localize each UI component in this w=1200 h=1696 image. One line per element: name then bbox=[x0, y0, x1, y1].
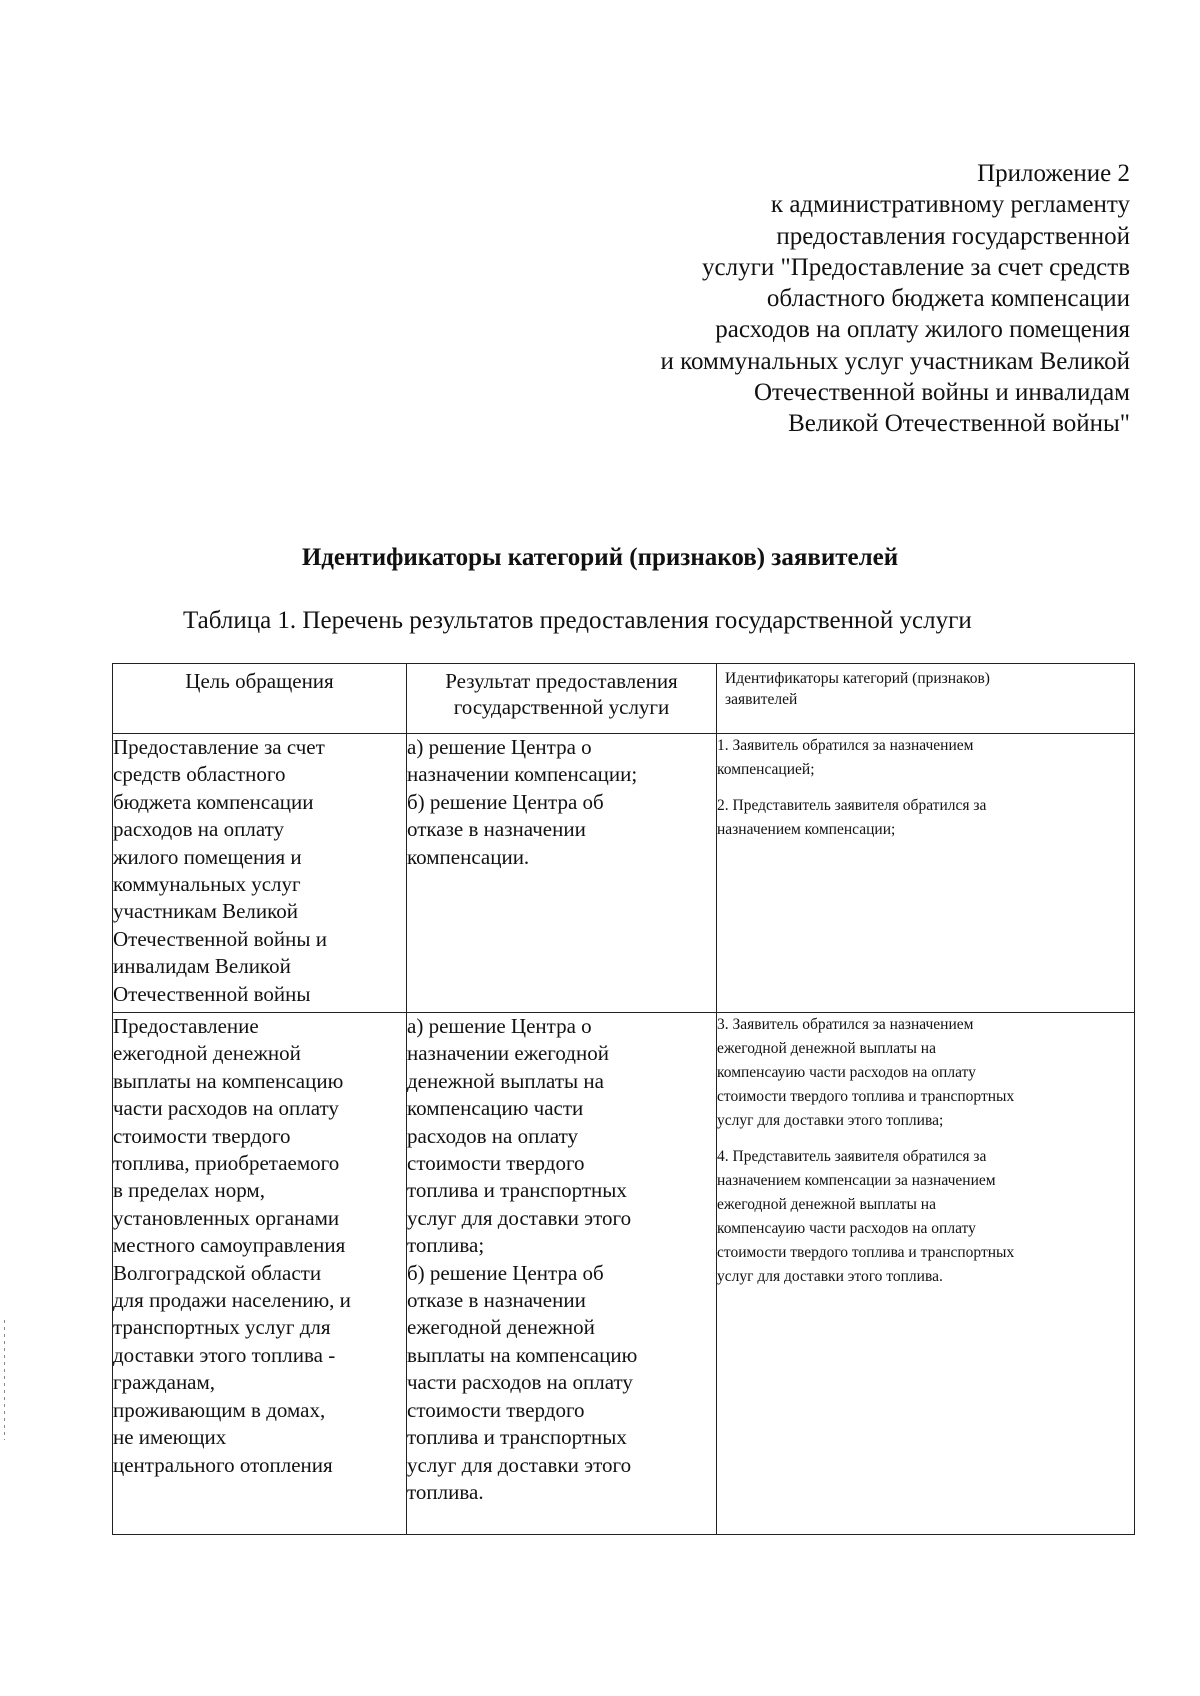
cell-line: стоимости твердого топлива и транспортных bbox=[717, 1244, 1015, 1261]
cell-line: участникам Великой bbox=[113, 899, 299, 924]
cell-line: 3. Заявитель обратился за назначением bbox=[717, 1016, 974, 1033]
appendix-line: к административному регламенту bbox=[770, 191, 1130, 219]
cell-line: Предоставление bbox=[113, 1014, 259, 1038]
cell-line: 1. Заявитель обратился за назначением bbox=[717, 737, 974, 754]
cell-line: местного самоуправления bbox=[113, 1233, 346, 1258]
identifier-item bbox=[717, 794, 1134, 842]
cell-line: части расходов на оплату bbox=[113, 1096, 339, 1121]
cell-line: не имеющих bbox=[113, 1425, 227, 1450]
table-caption: Таблица 1. Перечень результатов предоставления государственной услуги bbox=[183, 607, 972, 634]
table-row bbox=[113, 1013, 1135, 1535]
cell-line: расходов на оплату bbox=[407, 1123, 579, 1148]
result-cell bbox=[407, 1013, 717, 1535]
cell-line: выплаты на компенсацию bbox=[407, 1342, 638, 1367]
cell-line: гражданам, bbox=[113, 1370, 216, 1395]
purpose-cell bbox=[113, 1013, 407, 1535]
cell-line: для продажи населению, и bbox=[113, 1288, 351, 1313]
cell-line: топлива и транспортных bbox=[407, 1425, 627, 1450]
cell-line: отказе в назначении bbox=[407, 817, 586, 842]
header-purpose bbox=[113, 664, 407, 734]
header-text: Идентификаторы категорий (признаков) bbox=[725, 670, 990, 687]
cell-line: коммунальных услуг bbox=[113, 872, 301, 897]
header-text: Результат предоставления bbox=[445, 669, 678, 693]
header-text: государственной услуги bbox=[453, 695, 670, 719]
appendix-line: Великой Отечественной войны" bbox=[788, 410, 1130, 438]
cell-line: установленных органами bbox=[113, 1205, 340, 1230]
cell-line: стоимости твердого bbox=[113, 1123, 291, 1148]
header-text: заявителей bbox=[725, 691, 798, 708]
cell-line: транспортных услуг для bbox=[113, 1315, 331, 1340]
appendix-header bbox=[510, 158, 1130, 440]
cell-line: стоимости твердого топлива и транспортных bbox=[717, 1088, 1015, 1105]
cell-line: доставки этого топлива - bbox=[113, 1342, 336, 1367]
cell-line: компенсацию части bbox=[407, 1096, 584, 1121]
identifier-item bbox=[717, 734, 1134, 782]
margin-mark bbox=[4, 1320, 5, 1440]
cell-line: инвалидам Великой bbox=[113, 954, 291, 979]
cell-line: в пределах норм, bbox=[113, 1178, 265, 1203]
cell-line: услуг для доставки этого bbox=[407, 1452, 632, 1477]
cell-line: Предоставление за счет bbox=[113, 735, 325, 759]
appendix-line: Отечественной войны и инвалидам bbox=[753, 379, 1130, 407]
cell-line: услуг для доставки этого bbox=[407, 1205, 632, 1230]
header-text: Цель обращения bbox=[185, 669, 334, 693]
cell-line: центрального отопления bbox=[113, 1452, 333, 1477]
cell-line: топлива; bbox=[407, 1233, 485, 1258]
document-title: Идентификаторы категорий (признаков) заявителей bbox=[301, 544, 899, 571]
cell-line: средств областного bbox=[113, 762, 286, 787]
cell-line: топлива, приобретаемого bbox=[113, 1151, 340, 1176]
header-identifiers bbox=[717, 664, 1135, 734]
cell-line: назначении ежегодной bbox=[407, 1041, 609, 1066]
table-header-row bbox=[113, 664, 1135, 734]
cell-line: а) решение Центра о bbox=[407, 735, 592, 759]
appendix-line: услуги "Предоставление за счет средств bbox=[702, 253, 1130, 281]
cell-line: проживающим в домах, bbox=[113, 1397, 326, 1422]
cell-line: 2. Представитель заявителя обратился за bbox=[717, 797, 987, 814]
cell-line: топлива и транспортных bbox=[407, 1178, 627, 1203]
cell-line: ежегодной денежной bbox=[407, 1315, 595, 1340]
cell-line: назначением компенсации; bbox=[717, 821, 896, 838]
cell-line: Отечественной войны и bbox=[113, 926, 327, 951]
appendix-line: Приложение 2 bbox=[977, 160, 1130, 187]
cell-line: ежегодной денежной bbox=[113, 1041, 301, 1066]
cell-line: компенсации. bbox=[407, 844, 530, 869]
cell-line: расходов на оплату bbox=[113, 817, 285, 842]
identifiers-cell bbox=[717, 1013, 1135, 1535]
cell-line: а) решение Центра о bbox=[407, 1014, 592, 1038]
appendix-line: предоставления государственной bbox=[776, 222, 1130, 250]
cell-line: Волгоградской области bbox=[113, 1260, 322, 1285]
table-row bbox=[113, 734, 1135, 1013]
cell-line: части расходов на оплату bbox=[407, 1370, 633, 1395]
cell-line: компенсауию части расходов на оплату bbox=[717, 1220, 976, 1237]
appendix-line: расходов на оплату жилого помещения bbox=[715, 316, 1130, 344]
cell-line: 4. Представитель заявителя обратился за bbox=[717, 1148, 987, 1165]
cell-line: ежегодной денежной выплаты на bbox=[717, 1196, 936, 1213]
cell-line: назначением компенсации за назначением bbox=[717, 1172, 996, 1189]
cell-line: жилого помещения и bbox=[113, 844, 302, 869]
cell-line: стоимости твердого bbox=[407, 1151, 585, 1176]
purpose-cell bbox=[113, 734, 407, 1013]
cell-line: стоимости твердого bbox=[407, 1397, 585, 1422]
cell-line: назначении компенсации; bbox=[407, 762, 638, 787]
cell-line: компенсацией; bbox=[717, 761, 815, 778]
cell-line: компенсауию части расходов на оплату bbox=[717, 1064, 976, 1081]
cell-line: услуг для доставки этого топлива; bbox=[717, 1112, 944, 1129]
cell-line: выплаты на компенсацию bbox=[113, 1068, 344, 1093]
appendix-line: и коммунальных услуг участникам Великой bbox=[660, 347, 1130, 375]
appendix-line: областного бюджета компенсации bbox=[766, 285, 1130, 313]
results-table bbox=[112, 663, 1135, 1535]
cell-line: ежегодной денежной выплаты на bbox=[717, 1040, 936, 1057]
identifier-item bbox=[717, 1145, 1134, 1289]
identifier-item bbox=[717, 1013, 1134, 1133]
header-result bbox=[407, 664, 717, 734]
cell-line: топлива. bbox=[407, 1479, 484, 1504]
cell-line: услуг для доставки этого топлива. bbox=[717, 1268, 943, 1285]
cell-line: б) решение Центра об bbox=[407, 1260, 604, 1285]
cell-line: Отечественной войны bbox=[113, 981, 311, 1006]
cell-line: бюджета компенсации bbox=[113, 789, 314, 814]
cell-line: б) решение Центра об bbox=[407, 789, 604, 814]
cell-line: отказе в назначении bbox=[407, 1288, 586, 1313]
cell-line: денежной выплаты на bbox=[407, 1068, 604, 1093]
result-cell bbox=[407, 734, 717, 1013]
identifiers-cell bbox=[717, 734, 1135, 1013]
